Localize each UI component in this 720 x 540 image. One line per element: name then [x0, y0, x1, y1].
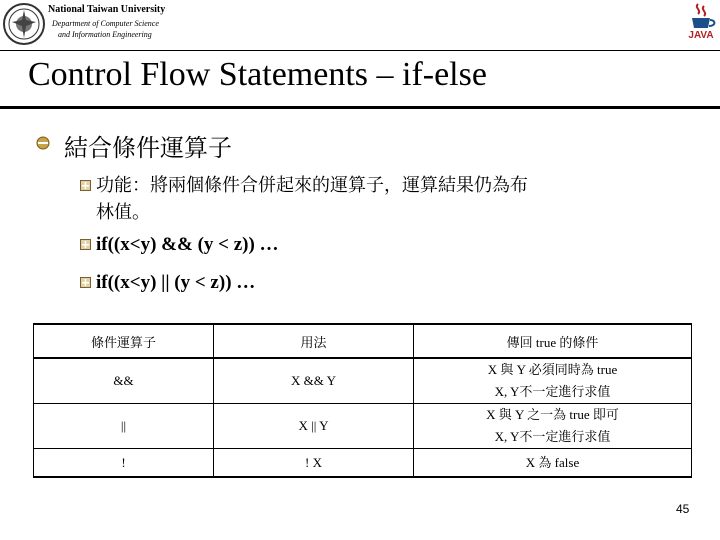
table-header-row	[34, 324, 692, 358]
operator-cell: &&	[34, 358, 214, 404]
bullet-item: 功能：將兩個條件合併起來的運算子，運算結果仍為布	[96, 175, 528, 196]
header-true-condition: 傳回 true 的條件	[414, 324, 692, 358]
usage-cell: ! X	[214, 449, 414, 478]
level2-bullet-icon	[80, 277, 91, 288]
condition-line: X 為 false	[525, 454, 580, 470]
title-divider	[0, 106, 720, 109]
operator-cell: ||	[34, 404, 214, 449]
level1-bullet-icon	[36, 136, 50, 150]
header-divider	[0, 50, 720, 51]
usage-cell: X && Y	[214, 358, 414, 404]
header-operator: 條件運算子	[34, 324, 214, 358]
usage-cell: X || Y	[214, 404, 414, 449]
condition-line: X 與 Y 之一為 true 即可	[486, 407, 619, 422]
university-name: National Taiwan University	[48, 4, 166, 15]
slide-title: Control Flow Statements – if-else	[28, 56, 487, 93]
operator-cell: !	[34, 449, 214, 478]
java-logo-text: JAVA	[688, 30, 714, 41]
condition-cell	[414, 358, 692, 404]
level2-bullet-icon	[80, 239, 91, 250]
department-line-2: and Information Engineering	[58, 30, 152, 39]
table-row	[34, 449, 692, 478]
condition-cell	[414, 404, 692, 449]
condition-line: X, Y不一定進行求值	[494, 384, 611, 399]
condition-line: X 與 Y 必須同時為 true	[487, 362, 618, 377]
operators-table	[33, 323, 692, 478]
department-line-1: Department of Computer Science	[52, 19, 159, 28]
level1-heading: 結合條件運算子	[64, 134, 232, 162]
page-number: 45	[676, 502, 690, 516]
header-usage: 用法	[214, 324, 414, 358]
bullet-item-continued: 林值。	[96, 202, 150, 223]
condition-line: X, Y不一定進行求值	[494, 429, 611, 444]
bullet-item-code-or: if((x<y) || (y < z)) …	[96, 272, 256, 293]
university-seal-icon	[2, 2, 46, 46]
table-row	[34, 358, 692, 404]
level2-bullet-icon	[80, 180, 91, 191]
table-row	[34, 404, 692, 449]
department-name	[52, 18, 159, 40]
slide-header	[0, 0, 720, 50]
condition-cell	[414, 449, 692, 478]
bullet-item-code-and: if((x<y) && (y < z)) …	[96, 234, 279, 255]
